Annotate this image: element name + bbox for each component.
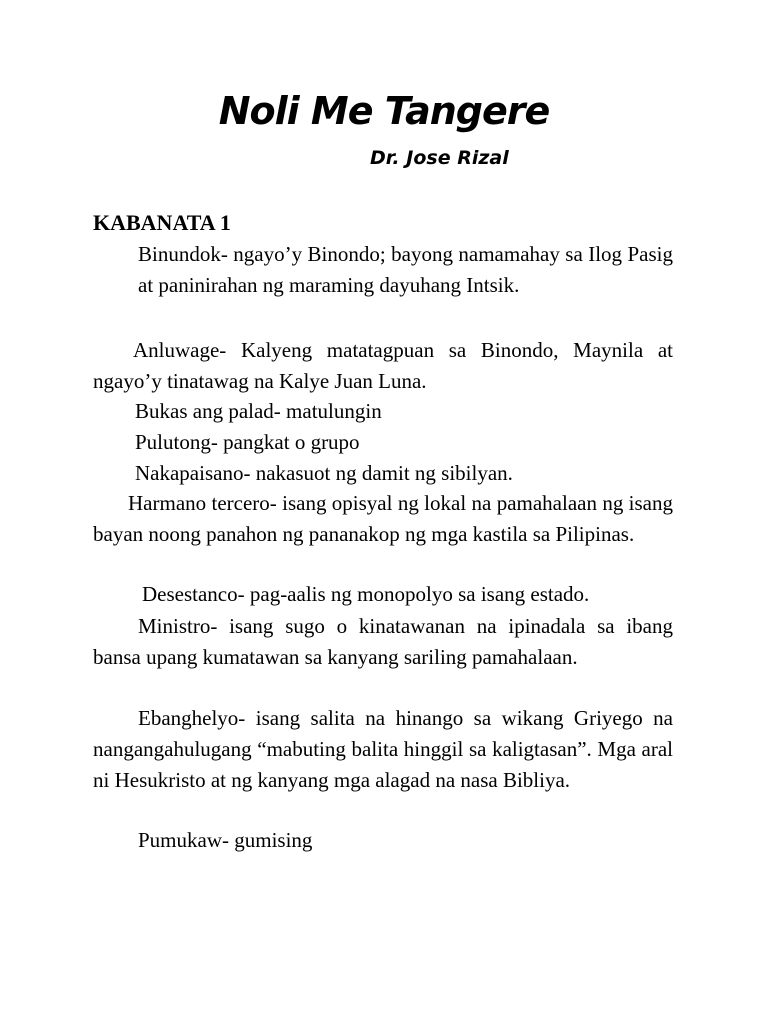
glossary-entry-nakapaisano: Nakapaisano- nakasuot ng damit ng sibilyan. bbox=[135, 461, 513, 485]
glossary-entry-bukas-ang-palad: Bukas ang palad- matulungin bbox=[135, 399, 382, 423]
glossary-entry-harmano-tercero: Harmano tercero- isang opisyal ng lokal na pamahalaan ng isang bayan noong panahon ng pananakop ng mga kastila sa Pilipinas. bbox=[93, 491, 673, 546]
glossary-entry-binundok: Binundok- ngayo’y Binondo; bayong namamahay sa Ilog Pasig at paninirahan ng maraming dayuhang Intsik. bbox=[138, 242, 673, 297]
chapter-heading: KABANATA 1 bbox=[93, 210, 231, 235]
glossary-entry-ebanghelyo: Ebanghelyo- isang salita na hinango sa wikang Griyego na nangangahulugang “mabuting balita hinggil sa kaligtasan”. Mga aral ni Hesukristo at ng kanyang mga alagad na nasa Bibliya. bbox=[93, 706, 673, 792]
document-author: Dr. Jose Rizal bbox=[370, 147, 509, 169]
document-title: Noli Me Tangere bbox=[218, 89, 550, 133]
glossary-entry-pumukaw: Pumukaw- gumising bbox=[138, 828, 313, 852]
glossary-entry-pulutong: Pulutong- pangkat o grupo bbox=[135, 430, 360, 454]
glossary-entry-anluwage: Anluwage- Kalyeng matatagpuan sa Binondo, Maynila at ngayo’y tinatawag na Kalye Juan Luna. bbox=[93, 338, 673, 393]
glossary-entry-desestanco: Desestanco- pag-aalis ng monopolyo sa isang estado. bbox=[142, 582, 590, 606]
glossary-entry-ministro: Ministro- isang sugo o kinatawanan na ipinadala sa ibang bansa upang kumatawan sa kanyang sariling pamahalaan. bbox=[93, 614, 673, 669]
